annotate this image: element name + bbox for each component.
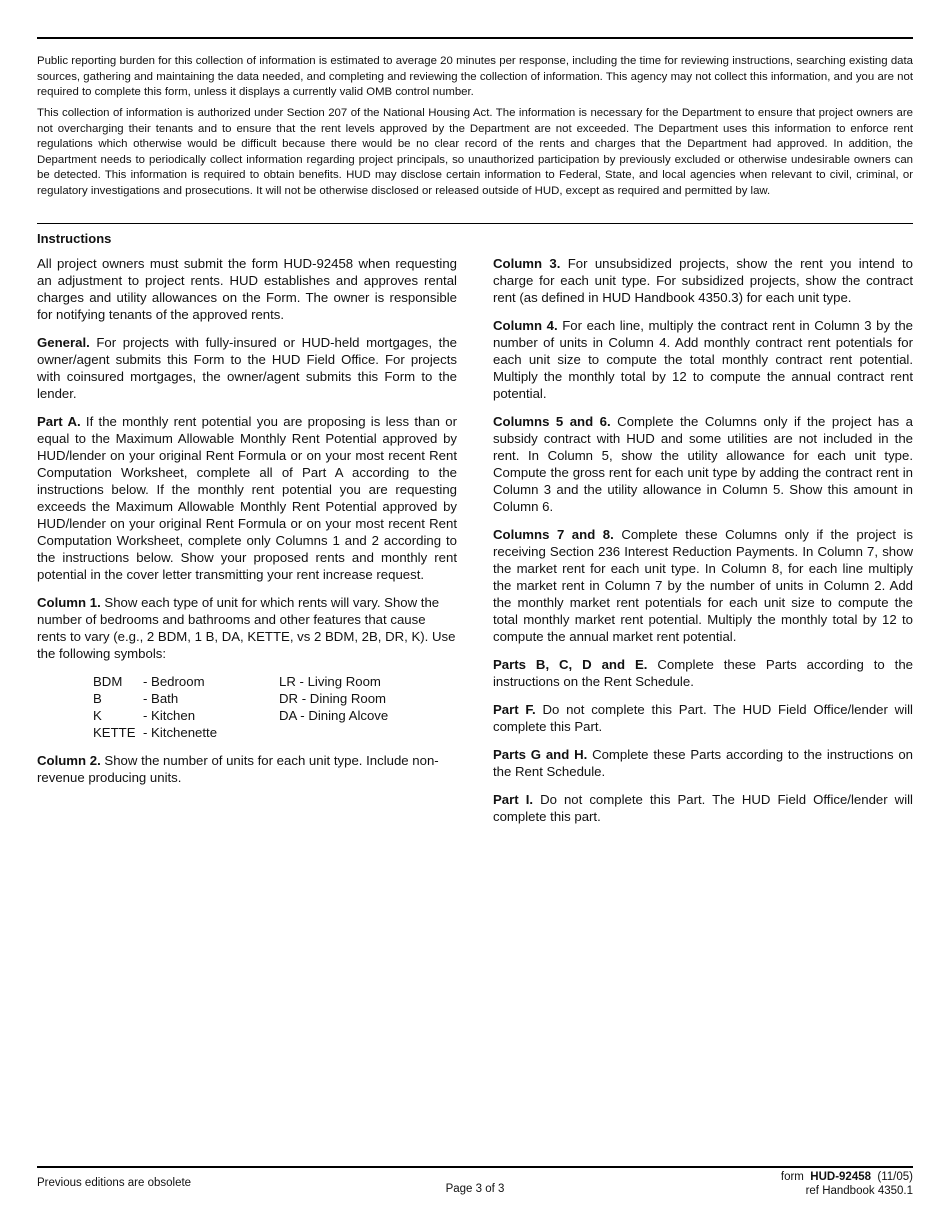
handbook-reference: ref Handbook 4350.1 [805, 1185, 913, 1197]
left-column [37, 255, 457, 797]
form-prefix: form [780, 1171, 804, 1183]
obsolete-notice: Previous editions are obsolete [37, 1177, 192, 1189]
parts-bcde-instruction [493, 656, 913, 690]
burden-notice: Public reporting burden for this collection of information is estimated to average 20 minutes per response, including the time for reviewing instructions, searching existing data sources, gathering and maintaining the data needed, and completing and reviewing the collection of information. This agency may not collect this information, and you are not required to complete this form, unless it displays a currently valid OMB control number. [37, 55, 913, 98]
symbol-abbr: K [93, 708, 102, 723]
symbol-meaning: - Dining Room [301, 691, 387, 706]
column-1-instruction [37, 594, 457, 662]
instructions-heading: Instructions [37, 231, 112, 246]
parts-gh-text: Complete these Parts according to the instructions on the Rent Schedule. [493, 747, 914, 779]
symbol-abbr: KETTE [93, 725, 136, 740]
column-4-instruction [493, 317, 913, 402]
right-column [493, 255, 913, 836]
column-2-instruction [37, 752, 457, 786]
notice-divider [37, 223, 913, 224]
part-i-label: Part I. [493, 792, 534, 807]
part-a-label: Part A. [37, 414, 81, 429]
column-2-text: Show the number of units for each unit type. Include non-revenue producing units. [37, 753, 439, 785]
symbol-meaning: - Living Room [299, 674, 381, 689]
column-3-instruction [493, 255, 913, 306]
general-instruction [37, 334, 457, 402]
column-3-label: Column 3. [493, 256, 561, 271]
columns-5-6-instruction [493, 413, 913, 515]
form-number-line [781, 1170, 913, 1184]
columns-7-8-text: Complete these Columns only if the project is receiving Section 236 Interest Reduction Payments. In Column 7, show the market rent for each unit type. In Column 8, for each line multiply the market rent in Column 7 by the number of units in Column 2. Add the monthly market rent potentials for each unit size to compute the total monthly market rent potential. Multiply the monthly total by 12 to compute the annual market rent potential. [493, 527, 913, 644]
symbol-abbr: LR [279, 674, 296, 689]
symbol-meaning: - Bath [143, 691, 179, 706]
symbol-row [93, 724, 388, 741]
symbol-pair [279, 690, 388, 707]
intro-paragraph: All project owners must submit the form HUD-92458 when requesting an adjustment to project rents. HUD establishes and approves rental charges and utility allowances on the Form. The owner is responsible for notifying tenants of the approved rents. [37, 256, 457, 322]
columns-5-6-text: Complete the Columns only if the project has a subsidy contract with HUD and some utilities are not included in the rent. In Column 5, show the utility allowance for each unit type. Compute the gross rent for each unit type by adding the contract rent in Column 3 and the utility allowance in Column 5. Show this amount in Column 6. [493, 414, 913, 514]
symbols-table [93, 673, 388, 741]
symbol-row [93, 707, 388, 724]
parts-bcde-label: Parts B, C, D and E. [493, 657, 648, 672]
symbol-pair [279, 707, 388, 724]
part-f-text: Do not complete this Part. The HUD Field Office/lender will complete this Part. [493, 702, 913, 734]
symbol-meaning: - Bedroom [143, 674, 205, 689]
form-date: (11/05) [877, 1171, 913, 1183]
form-number: HUD-92458 [810, 1171, 872, 1183]
parts-gh-label: Parts G and H. [493, 747, 588, 762]
authority-notice: This collection of information is authorized under Section 207 of the National Housing Act. The information is necessary for the Department to ensure that project owners are not overcharging their tenants and to ensure that the rent levels approved by the Department are not exceeded. The Department uses this information to enforce rent regulations which otherwise would be difficult because there would be no clear record of the rents and charges that the Department had approved. In addition, the Department needs to periodically collect information regarding project principals, so unauthorized participation by previously excluded or otherwise undesirable owners can be detected. This information is required to obtain benefits. HUD may disclose certain information to Federal, State, and local agencies when relevant to civil, criminal, or regulatory investigations and prosecutions. It will not be otherwise disclosed or released outside of HUD, except as required and permitted by law. [37, 107, 913, 197]
columns-7-8-instruction [493, 526, 913, 645]
symbol-pair [279, 673, 388, 690]
symbol-meaning: - Kitchenette [143, 725, 218, 740]
part-f-label: Part F. [493, 702, 536, 717]
symbol-meaning: - Dining Alcove [300, 708, 389, 723]
symbol-abbr: DA [279, 708, 297, 723]
part-i-instruction [493, 791, 913, 825]
top-rule [37, 37, 913, 39]
general-text: For projects with fully-insured or HUD-held mortgages, the owner/agent submits this Form to the HUD Field Office. For projects with coinsured mortgages, the owner/agent submits this Form to the lender. [37, 335, 457, 401]
general-label: General. [37, 335, 90, 350]
symbol-pair [279, 724, 388, 741]
columns-7-8-label: Columns 7 and 8. [493, 527, 614, 542]
footer-rule [37, 1166, 913, 1168]
column-1-text: Show each type of unit for which rents will vary. Show the number of bedrooms and bathrooms and other features that cause rents to vary (e.g., 2 BDM, 1 B, DA, KETTE, vs 2 BDM, 2B, DR, K). Use the following symbols: [37, 595, 456, 661]
column-3-text: For unsubsidized projects, show the rent you intend to charge for each unit type. For subsidized projects, show the contract rent (as defined in HUD Handbook 4350.3) for each unit type. [493, 256, 913, 305]
part-i-text: Do not complete this Part. The HUD Field Office/lender will complete this part. [493, 792, 913, 824]
symbol-meaning: - Kitchen [143, 708, 196, 723]
part-a-text: If the monthly rent potential you are proposing is less than or equal to the Maximum Allowable Monthly Rent Potential approved by HUD/lender on your original Rent Formula or on your most recent Rent Computation Worksheet, complete all of Part A according to the instructions below. If the monthly rent potential you are requesting exceeds the Maximum Allowable Monthly Rent Potential approved by HUD/lender on your original Rent Formula or on your most recent Rent Computation Worksheet, complete only Columns 1 and 2 according to the instructions below. Show your proposed rents and monthly rent potential in the cover letter transmitting your rent increase request. [37, 414, 458, 582]
columns-5-6-label: Columns 5 and 6. [493, 414, 611, 429]
part-f-instruction [493, 701, 913, 735]
symbol-row [93, 673, 388, 690]
symbol-row [93, 690, 388, 707]
symbol-abbr: B [93, 691, 102, 706]
symbol-abbr: DR [279, 691, 299, 706]
part-a-instruction [37, 413, 457, 583]
form-id [781, 1170, 913, 1198]
parts-bcde-text: Complete these Parts according to the instructions on the Rent Schedule. [493, 657, 913, 689]
page-number: Page 3 of 3 [445, 1183, 505, 1195]
symbol-abbr: BDM [93, 674, 123, 689]
column-4-text: For each line, multiply the contract rent in Column 3 by the number of units in Column 4. Add monthly contract rent potentials for each unit size to compute the total monthly contract rent potential. Multiply the monthly total by 12 to compute the annual contract rent potential. [493, 318, 913, 401]
column-4-label: Column 4. [493, 318, 558, 333]
column-1-label: Column 1. [37, 595, 101, 610]
column-2-label: Column 2. [37, 753, 101, 768]
parts-gh-instruction [493, 746, 913, 780]
